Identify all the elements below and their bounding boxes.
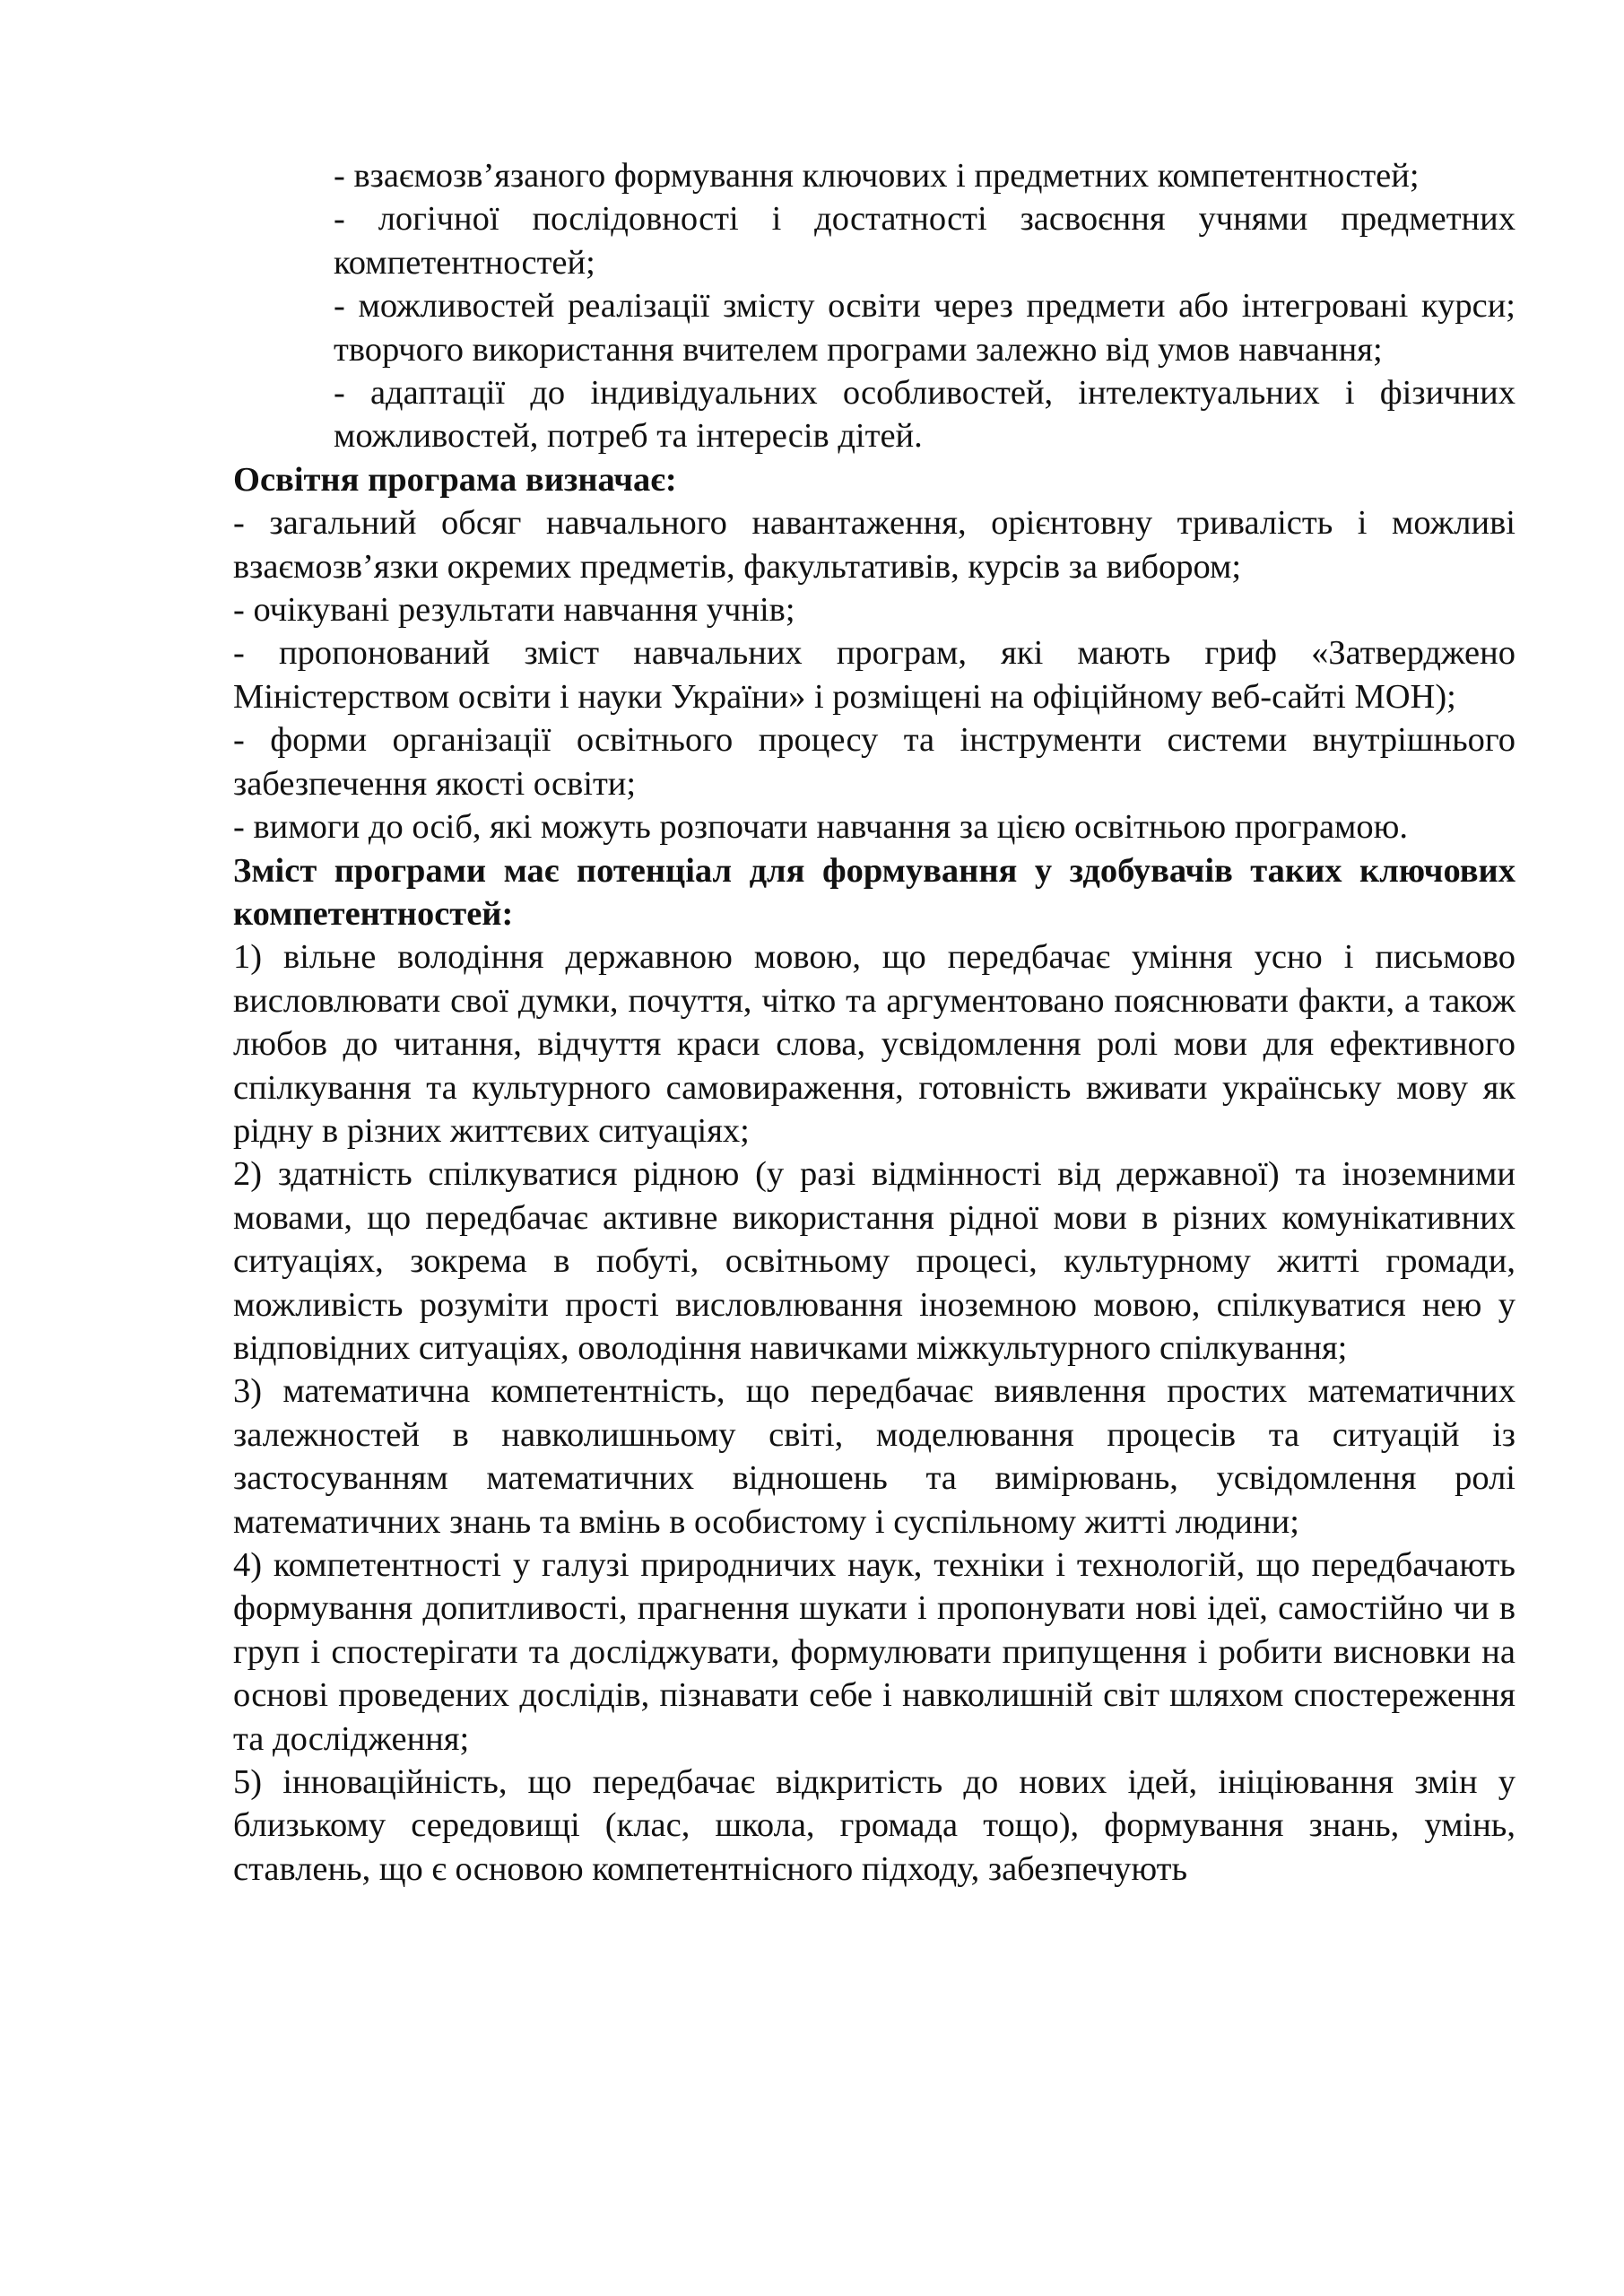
list-item: - очікувані результати навчання учнів; <box>233 591 795 630</box>
list-item: - загальний обсяг навчального навантаження, орієнтовну тривалість і можливі взаємозв’язки окремих предметів, факультативів, курсів за вибором; <box>233 504 1515 586</box>
competency-item: 2) здатність спілкуватися рідною (у разі відмінності від державної) та іноземними мовами, що передбачає активне використання рідної мови в різних комунікативних ситуаціях, зокрема в побуті, освітньому процесі, культурному житті громади, можливість розуміти прості висловлювання іноземною мовою, спілкуватися нею у відповідних ситуаціях, оволодіння навичками міжкультурного спілкування; <box>233 1155 1515 1367</box>
document-page <box>233 154 1515 1891</box>
list-item: - пропонований зміст навчальних програм, які мають гриф «Затверджено Міністерством освіти і науки України» і розміщені на офіційному веб-сайті МОН); <box>233 634 1515 716</box>
competency-item: 3) математична компетентність, що передбачає виявлення простих математичних залежностей в навколишньому світі, моделювання процесів та ситуацій із застосуванням математичних відношень та вимірювань, усвідомлення ролі математичних знань та вмінь в особистому і суспільному житті людини; <box>233 1372 1515 1541</box>
indented-list-item: - взаємозв’язаного формування ключових і предметних компетентностей; <box>334 157 1420 195</box>
section-heading-program-defines: Освітня програма визначає: <box>233 460 677 499</box>
indented-list-item: - адаптації до індивідуальних особливостей, інтелектуальних і фізичних можливостей, потреб та інтересів дітей. <box>334 374 1515 456</box>
competency-item: 4) компетентності у галузі природничих наук, техніки і технологій, що передбачають формування допитливості, прагнення шукати і пропонувати нові ідеї, самостійно чи в груп і спостерігати та досліджувати, формулювати припущення і робити висновки на основі проведених дослідів, пізнавати себе і навколишній світ шляхом спостереження та дослідження; <box>233 1546 1515 1758</box>
competency-item: 1) вільне володіння державною мовою, що передбачає уміння усно і письмово висловлювати свої думки, почуття, чітко та аргументовано пояснювати факти, а також любов до читання, відчуття краси слова, усвідомлення ролі мови для ефективного спілкування та культурного самовираження, готовність вживати українську мову як рідну в різних життєвих ситуаціях; <box>233 938 1515 1150</box>
competency-item: 5) інноваційність, що передбачає відкритість до нових ідей, ініціювання змін у близькому середовищі (клас, школа, громада тощо), формування знань, умінь, ставлень, що є основою компетентнісного підходу, забезпечують <box>233 1763 1515 1888</box>
list-item: - вимоги до осіб, які можуть розпочати навчання за цією освітньою програмою. <box>233 808 1409 847</box>
indented-list-item: - логічної послідовності і достатності засвоєння учнями предметних компетентностей; <box>334 200 1515 282</box>
section-heading-key-competencies: Зміст програми має потенціал для формування у здобувачів таких ключових компетентностей: <box>233 851 1515 933</box>
list-item: - форми організації освітнього процесу та інструменти системи внутрішнього забезпечення якості освіти; <box>233 721 1515 803</box>
indented-list-item: - можливостей реалізації змісту освіти через предмети або інтегровані курси; творчого використання вчителем програми залежно від умов навчання; <box>334 287 1515 369</box>
indented-list <box>233 154 1515 458</box>
